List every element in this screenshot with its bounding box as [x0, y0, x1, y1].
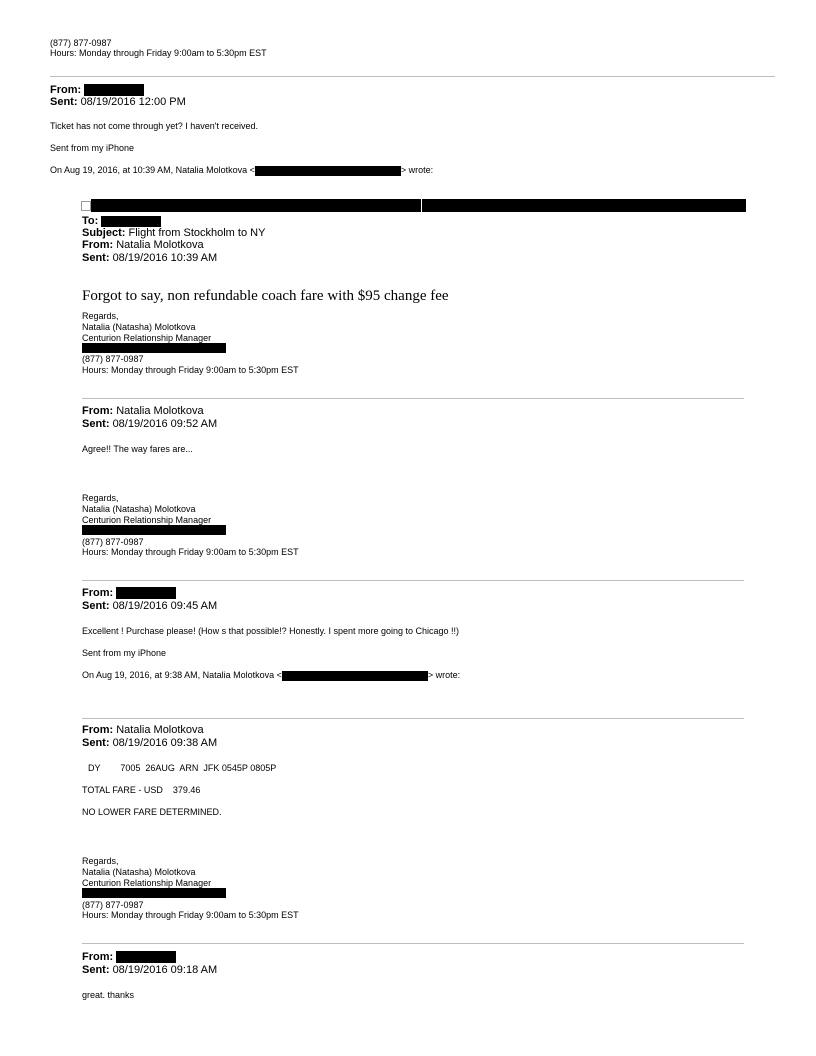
email4-from-line	[82, 587, 176, 600]
email2-sig-phone: (877) 877-0987	[82, 354, 144, 364]
subject-label: Subject:	[82, 227, 126, 239]
email1-quote-line	[50, 165, 433, 176]
redacted-block	[422, 199, 746, 212]
email4-signature: Sent from my iPhone	[82, 648, 167, 658]
divider	[82, 718, 744, 719]
from-label: From:	[82, 405, 114, 417]
sent-label: Sent:	[82, 252, 110, 264]
redacted-sender	[116, 951, 176, 963]
sent-label: Sent:	[82, 600, 110, 612]
quote-suffix: > wrote:	[400, 165, 434, 175]
redacted-block	[91, 199, 421, 212]
email5-note: NO LOWER FARE DETERMINED.	[82, 807, 222, 817]
divider	[82, 580, 744, 581]
email2-sig-name: Natalia (Natasha) Molotkova	[82, 322, 196, 332]
email2-regards: Regards,	[82, 311, 119, 321]
email2-sig-hours: Hours: Monday through Friday 9:00am to 5:30pm EST	[82, 365, 299, 375]
email2-sent-value: 08/19/2016 10:39 AM	[112, 252, 218, 264]
from-label: From:	[82, 239, 114, 251]
email3-sig-name: Natalia (Natasha) Molotkova	[82, 504, 196, 514]
redacted-email	[282, 671, 428, 681]
divider	[82, 943, 744, 944]
divider	[82, 398, 744, 399]
email3-sig-phone: (877) 877-0987	[82, 537, 144, 547]
email6-from-line	[82, 951, 176, 964]
email3-from-value: Natalia Molotkova	[116, 405, 204, 417]
email1-sent-value: 08/19/2016 12:00 PM	[80, 96, 186, 108]
email4-sent-value: 08/19/2016 09:45 AM	[112, 600, 218, 612]
email1-from-line	[50, 84, 144, 97]
email2-from-line	[82, 239, 204, 252]
email5-fare: TOTAL FARE - USD 379.46	[82, 785, 201, 795]
quote-suffix: > wrote:	[427, 670, 461, 680]
redacted-sender	[116, 587, 176, 599]
email5-from-value: Natalia Molotkova	[116, 724, 204, 736]
email5-sig-name: Natalia (Natasha) Molotkova	[82, 867, 196, 877]
email5-itinerary: DY 7005 26AUG ARN JFK 0545P 0805P	[88, 763, 277, 773]
from-label: From:	[82, 587, 114, 599]
from-label: From:	[82, 724, 114, 736]
redacted-line	[82, 888, 226, 898]
email3-sig-title: Centurion Relationship Manager	[82, 515, 212, 525]
to-label: To:	[82, 215, 99, 227]
email1-signature: Sent from my iPhone	[50, 143, 135, 153]
email4-quote-line	[82, 670, 460, 681]
sent-label: Sent:	[82, 418, 110, 430]
email2-sig-title: Centurion Relationship Manager	[82, 333, 212, 343]
email2-subject-line	[82, 227, 265, 240]
divider	[50, 76, 775, 77]
redacted-recipient	[101, 216, 161, 227]
email5-sent-line	[82, 737, 217, 750]
top-phone: (877) 877-0987	[50, 38, 112, 48]
email6-sent-value: 08/19/2016 09:18 AM	[112, 964, 218, 976]
email3-from-line	[82, 405, 204, 418]
email2-to-line	[82, 215, 161, 228]
from-label: From:	[82, 951, 114, 963]
email3-regards: Regards,	[82, 493, 119, 503]
redacted-line	[82, 525, 226, 535]
email5-sent-value: 08/19/2016 09:38 AM	[112, 737, 218, 749]
from-label: From:	[50, 84, 82, 96]
email3-sent-value: 08/19/2016 09:52 AM	[112, 418, 218, 430]
email1-sent-line	[50, 96, 186, 109]
sent-label: Sent:	[50, 96, 78, 108]
email5-sig-hours: Hours: Monday through Friday 9:00am to 5:30pm EST	[82, 910, 299, 920]
redacted-sender	[84, 84, 144, 96]
redacted-line	[82, 343, 226, 353]
email4-sent-line	[82, 600, 217, 613]
quote-prefix: On Aug 19, 2016, at 9:38 AM, Natalia Molotkova <	[82, 670, 282, 680]
email2-sent-line	[82, 252, 217, 265]
email5-sig-title: Centurion Relationship Manager	[82, 878, 212, 888]
quote-prefix: On Aug 19, 2016, at 10:39 AM, Natalia Molotkova <	[50, 165, 255, 175]
top-hours: Hours: Monday through Friday 9:00am to 5:30pm EST	[50, 48, 267, 58]
email5-from-line	[82, 724, 204, 737]
email3-sig-hours: Hours: Monday through Friday 9:00am to 5:30pm EST	[82, 547, 299, 557]
email1-body: Ticket has not come through yet? I haven't received.	[50, 121, 258, 131]
email6-body: great. thanks	[82, 990, 135, 1000]
email4-body: Excellent ! Purchase please! (How s that possible!? Honestly. I spent more going to Chicago !!)	[82, 626, 460, 636]
email2-body: Forgot to say, non refundable coach fare with $95 change fee	[82, 288, 449, 304]
email6-sent-line	[82, 964, 217, 977]
sent-label: Sent:	[82, 737, 110, 749]
sent-label: Sent:	[82, 964, 110, 976]
email3-sent-line	[82, 418, 217, 431]
email5-regards: Regards,	[82, 856, 119, 866]
email3-body: Agree!! The way fares are...	[82, 444, 193, 454]
email2-from-value: Natalia Molotkova	[116, 239, 204, 251]
broken-image-icon	[81, 201, 91, 211]
redacted-email	[255, 166, 401, 176]
email5-sig-phone: (877) 877-0987	[82, 900, 144, 910]
email2-subject-value: Flight from Stockholm to NY	[128, 227, 266, 239]
